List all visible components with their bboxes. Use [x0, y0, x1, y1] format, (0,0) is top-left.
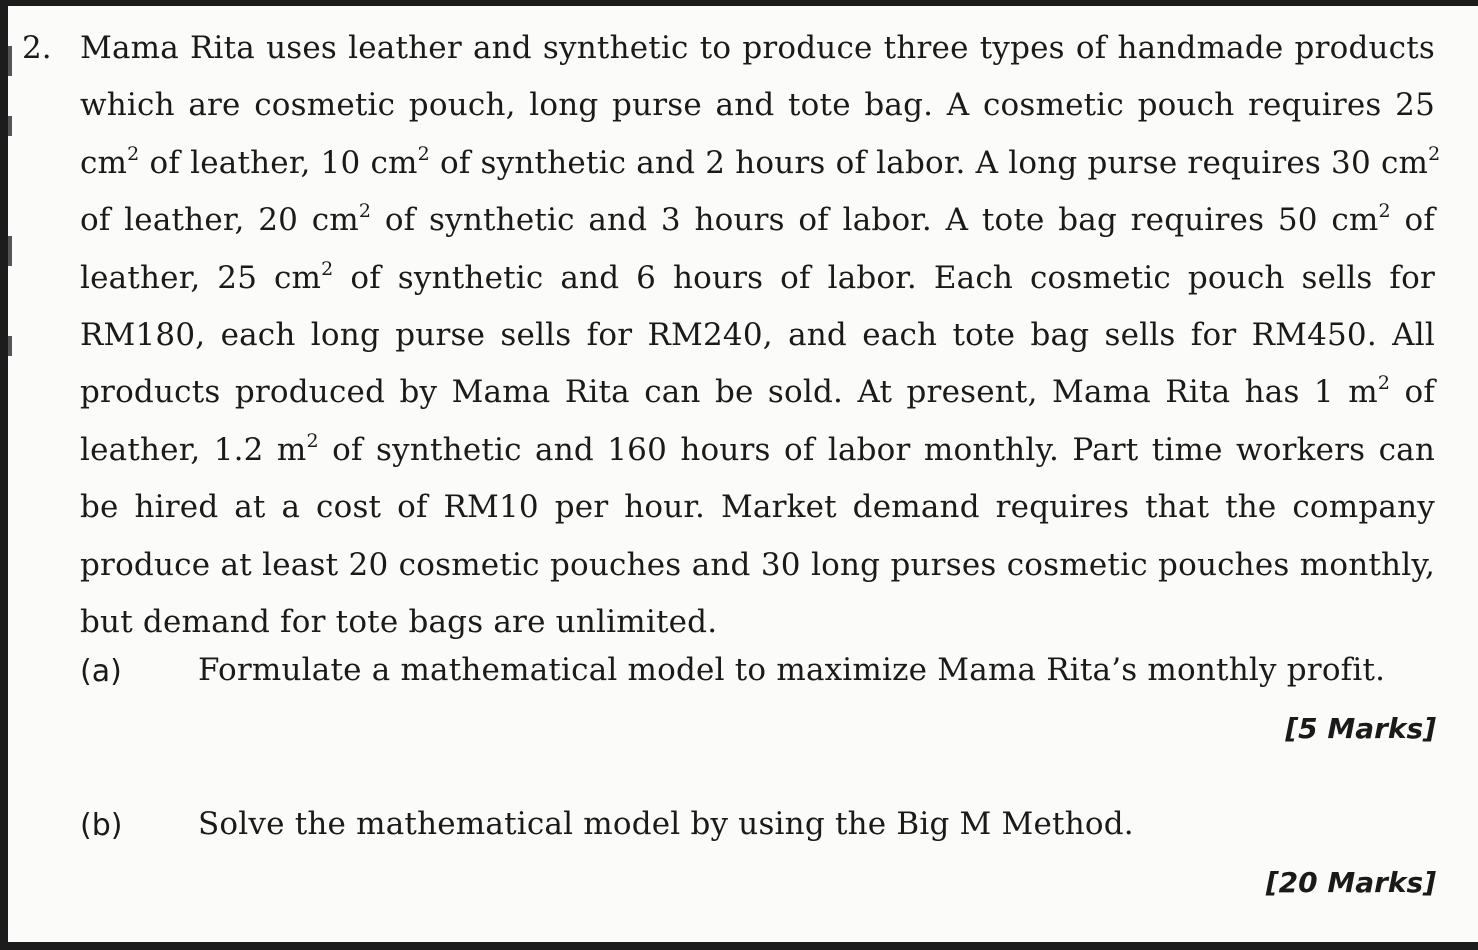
line-text: produce at least 20 cosmetic pouches and 30 long purses cosmetic pouches monthly, — [80, 546, 1435, 583]
superscript: 2 — [1428, 142, 1441, 165]
question-line — [80, 594, 1435, 651]
part-a-label: (a) — [80, 654, 122, 689]
question-line — [80, 537, 1435, 594]
line-text: of — [1390, 202, 1435, 239]
part-b-label: (b) — [80, 808, 123, 843]
question-line — [80, 77, 1435, 134]
page-edge-mark — [8, 236, 12, 266]
superscript: 2 — [306, 429, 319, 452]
line-text: products produced by Mama Rita can be sold. At present, Mama Rita has 1 m — [80, 374, 1378, 411]
question-line — [80, 20, 1435, 77]
line-text: but demand for tote bags are unlimited. — [80, 604, 718, 641]
superscript: 2 — [1378, 200, 1391, 223]
line-text: which are cosmetic pouch, long purse and tote bag. A cosmetic pouch requires 25 — [80, 87, 1435, 124]
page-edge-mark — [8, 336, 12, 356]
line-text: of synthetic and 3 hours of labor. A tote bag requires 50 cm — [371, 202, 1379, 239]
question-line — [80, 422, 1435, 479]
line-text: of synthetic and 6 hours of labor. Each cosmetic pouch sells for — [333, 259, 1435, 296]
question-text — [80, 20, 1441, 651]
line-text: of synthetic and 160 hours of labor monthly. Part time workers can — [318, 431, 1436, 468]
question-line — [80, 307, 1435, 364]
line-text: Mama Rita uses leather and synthetic to produce three types of handmade products — [80, 30, 1435, 66]
superscript: 2 — [358, 200, 372, 223]
line-text: of leather, 20 cm — [80, 202, 359, 239]
part-a-marks: [5 Marks] — [1285, 712, 1436, 745]
question-line — [80, 479, 1435, 536]
line-text: be hired at a cost of RM10 per hour. Market demand requires that the company — [80, 489, 1435, 526]
line-text: cm — [80, 144, 128, 181]
superscript: 2 — [417, 142, 430, 165]
line-text: of synthetic and 2 hours of labor. A long purse requires 30 cm — [429, 144, 1429, 181]
line-text: of leather, 10 cm — [139, 144, 418, 181]
part-b-text: Solve the mathematical model by using the Big M Method. — [198, 806, 1134, 842]
line-text: of — [1390, 374, 1436, 411]
part-b-marks: [20 Marks] — [1265, 866, 1436, 899]
question-line — [80, 250, 1435, 307]
question-line — [80, 192, 1435, 249]
question-number: 2. — [22, 30, 52, 66]
line-text: leather, 25 cm — [80, 259, 322, 296]
superscript: 2 — [321, 257, 334, 280]
line-text: leather, 1.2 m — [80, 431, 307, 468]
question-line — [80, 364, 1435, 421]
page-edge-mark — [8, 46, 12, 76]
page-edge-mark — [8, 116, 12, 136]
superscript: 2 — [127, 142, 140, 165]
part-a-text: Formulate a mathematical model to maximize Mama Rita’s monthly profit. — [198, 652, 1386, 688]
superscript: 2 — [1377, 372, 1391, 395]
exam-page — [8, 6, 1478, 942]
line-text: RM180, each long purse sells for RM240, and each tote bag sells for RM450. All — [80, 317, 1435, 354]
question-line — [80, 135, 1441, 192]
